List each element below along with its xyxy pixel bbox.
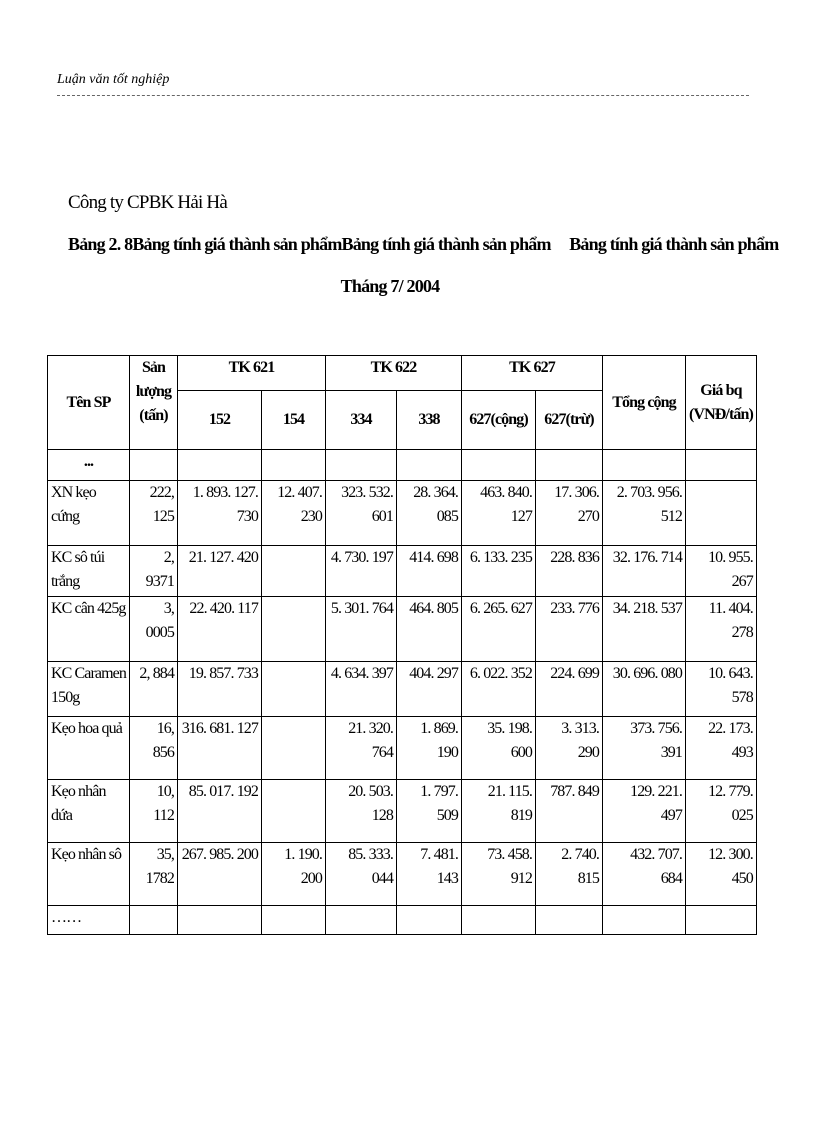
cell-334: 5. 301. 764 bbox=[326, 597, 397, 662]
cell-total bbox=[603, 906, 686, 935]
cell-627-cong: 6. 022. 352 bbox=[462, 662, 536, 717]
cell-avg bbox=[686, 481, 757, 546]
cell-152: 22. 420. 117 bbox=[178, 597, 262, 662]
cell-338: 404. 297 bbox=[397, 662, 462, 717]
cell-qty: 2, 9371 bbox=[130, 546, 178, 597]
cost-table bbox=[47, 355, 757, 935]
table-row bbox=[48, 546, 757, 597]
cell-avg bbox=[686, 450, 757, 481]
table-row bbox=[48, 662, 757, 717]
header-154: 154 bbox=[262, 391, 326, 450]
cell-total: 30. 696. 080 bbox=[603, 662, 686, 717]
cell-154 bbox=[262, 780, 326, 843]
table-month: Tháng 7/ 2004 bbox=[340, 276, 440, 296]
cell-name: ... bbox=[48, 450, 130, 481]
header-tk621: TK 621 bbox=[178, 356, 326, 391]
cell-627-cong bbox=[462, 906, 536, 935]
cell-334: 21. 320. 764 bbox=[326, 717, 397, 780]
cell-627-tru: 228. 836 bbox=[536, 546, 603, 597]
cell-334: 4. 634. 397 bbox=[326, 662, 397, 717]
cell-avg: 10. 643. 578 bbox=[686, 662, 757, 717]
cell-total: 373. 756. 391 bbox=[603, 717, 686, 780]
cell-627-cong: 6. 265. 627 bbox=[462, 597, 536, 662]
cell-total: 129. 221. 497 bbox=[603, 780, 686, 843]
cell-627-tru bbox=[536, 906, 603, 935]
cell-627-tru: 2. 740. 815 bbox=[536, 843, 603, 906]
table-title bbox=[68, 234, 778, 255]
header-qty: Sản lượng (tấn) bbox=[130, 356, 178, 450]
cell-qty: 222, 125 bbox=[130, 481, 178, 546]
header-627-cong: 627(cộng) bbox=[462, 391, 536, 450]
cell-627-cong bbox=[462, 450, 536, 481]
cell-338: 7. 481. 143 bbox=[397, 843, 462, 906]
cell-total bbox=[603, 450, 686, 481]
cell-avg: 12. 300. 450 bbox=[686, 843, 757, 906]
cell-154 bbox=[262, 906, 326, 935]
cell-qty: 35, 1782 bbox=[130, 843, 178, 906]
cell-338: 28. 364. 085 bbox=[397, 481, 462, 546]
cell-334: 4. 730. 197 bbox=[326, 546, 397, 597]
cell-qty bbox=[130, 450, 178, 481]
cell-338: 1. 797. 509 bbox=[397, 780, 462, 843]
cell-152: 1. 893. 127. 730 bbox=[178, 481, 262, 546]
header-338: 338 bbox=[397, 391, 462, 450]
cell-627-cong: 21. 115. 819 bbox=[462, 780, 536, 843]
cell-qty: 3, 0005 bbox=[130, 597, 178, 662]
company-name: Công ty CPBK Hải Hà bbox=[68, 192, 227, 213]
cell-avg: 12. 779. 025 bbox=[686, 780, 757, 843]
cell-152: 19. 857. 733 bbox=[178, 662, 262, 717]
cell-154 bbox=[262, 450, 326, 481]
cell-152 bbox=[178, 906, 262, 935]
cell-334: 20. 503. 128 bbox=[326, 780, 397, 843]
header-name: Tên SP bbox=[48, 356, 130, 450]
cell-154 bbox=[262, 662, 326, 717]
cell-avg: 22. 173. 493 bbox=[686, 717, 757, 780]
cell-627-cong: 463. 840. 127 bbox=[462, 481, 536, 546]
cell-338: 1. 869. 190 bbox=[397, 717, 462, 780]
cell-627-cong: 35. 198. 600 bbox=[462, 717, 536, 780]
cell-152: 267. 985. 200 bbox=[178, 843, 262, 906]
header-334: 334 bbox=[326, 391, 397, 450]
cell-627-tru: 233. 776 bbox=[536, 597, 603, 662]
cell-154: 1. 190. 200 bbox=[262, 843, 326, 906]
cell-154: 12. 407. 230 bbox=[262, 481, 326, 546]
header-avg: Giá bq (VNĐ/tấn) bbox=[686, 356, 757, 450]
table-row bbox=[48, 717, 757, 780]
cell-name: Kẹo hoa quả bbox=[48, 717, 130, 780]
cell-152: 21. 127. 420 bbox=[178, 546, 262, 597]
cell-154 bbox=[262, 546, 326, 597]
cell-334: 323. 532. 601 bbox=[326, 481, 397, 546]
cell-total: 32. 176. 714 bbox=[603, 546, 686, 597]
cell-627-tru: 3. 313. 290 bbox=[536, 717, 603, 780]
cell-152: 85. 017. 192 bbox=[178, 780, 262, 843]
table-row bbox=[48, 780, 757, 843]
table-row bbox=[48, 450, 757, 481]
table-row bbox=[48, 597, 757, 662]
cell-name: Kẹo nhân dứa bbox=[48, 780, 130, 843]
cell-338 bbox=[397, 906, 462, 935]
cell-152 bbox=[178, 450, 262, 481]
header-627-tru: 627(trừ) bbox=[536, 391, 603, 450]
cell-154 bbox=[262, 717, 326, 780]
table-title-part: Bảng tính giá thành sản phẩm bbox=[569, 234, 779, 254]
table-row bbox=[48, 906, 757, 935]
cell-338: 464. 805 bbox=[397, 597, 462, 662]
cell-total: 34. 218. 537 bbox=[603, 597, 686, 662]
cell-627-cong: 6. 133. 235 bbox=[462, 546, 536, 597]
cell-name: …… bbox=[48, 906, 130, 935]
cell-name: XN kẹo cứng bbox=[48, 481, 130, 546]
cell-334: 85. 333. 044 bbox=[326, 843, 397, 906]
header-tk627: TK 627 bbox=[462, 356, 603, 391]
header-tk622: TK 622 bbox=[326, 356, 462, 391]
header-total: Tổng cộng bbox=[603, 356, 686, 450]
cell-avg: 10. 955. 267 bbox=[686, 546, 757, 597]
cell-627-tru: 224. 699 bbox=[536, 662, 603, 717]
cell-avg: 11. 404. 278 bbox=[686, 597, 757, 662]
cell-334 bbox=[326, 906, 397, 935]
cell-627-tru: 17. 306. 270 bbox=[536, 481, 603, 546]
header-152: 152 bbox=[178, 391, 262, 450]
cell-627-tru: 787. 849 bbox=[536, 780, 603, 843]
cell-154 bbox=[262, 597, 326, 662]
cell-152: 316. 681. 127 bbox=[178, 717, 262, 780]
running-header: Luận văn tốt nghiệp bbox=[57, 72, 170, 87]
cell-name: KC sô túi trắng bbox=[48, 546, 130, 597]
cell-qty: 16, 856 bbox=[130, 717, 178, 780]
cell-name: KC cân 425g bbox=[48, 597, 130, 662]
cell-338 bbox=[397, 450, 462, 481]
cell-qty: 2, 884 bbox=[130, 662, 178, 717]
cell-334 bbox=[326, 450, 397, 481]
cell-total: 2. 703. 956. 512 bbox=[603, 481, 686, 546]
cell-338: 414. 698 bbox=[397, 546, 462, 597]
cell-qty bbox=[130, 906, 178, 935]
cell-name: Kẹo nhân sô bbox=[48, 843, 130, 906]
cell-total: 432. 707. 684 bbox=[603, 843, 686, 906]
cell-qty: 10, 112 bbox=[130, 780, 178, 843]
table-row bbox=[48, 843, 757, 906]
table-title-part: Bảng 2. 8Bảng tính giá thành sản phẩmBảng tính giá thành sản phẩm bbox=[68, 234, 551, 254]
cell-627-cong: 73. 458. 912 bbox=[462, 843, 536, 906]
table-row bbox=[48, 481, 757, 546]
cell-avg bbox=[686, 906, 757, 935]
header-divider bbox=[57, 95, 749, 96]
cell-627-tru bbox=[536, 450, 603, 481]
cell-name: KC Caramen 150g bbox=[48, 662, 130, 717]
